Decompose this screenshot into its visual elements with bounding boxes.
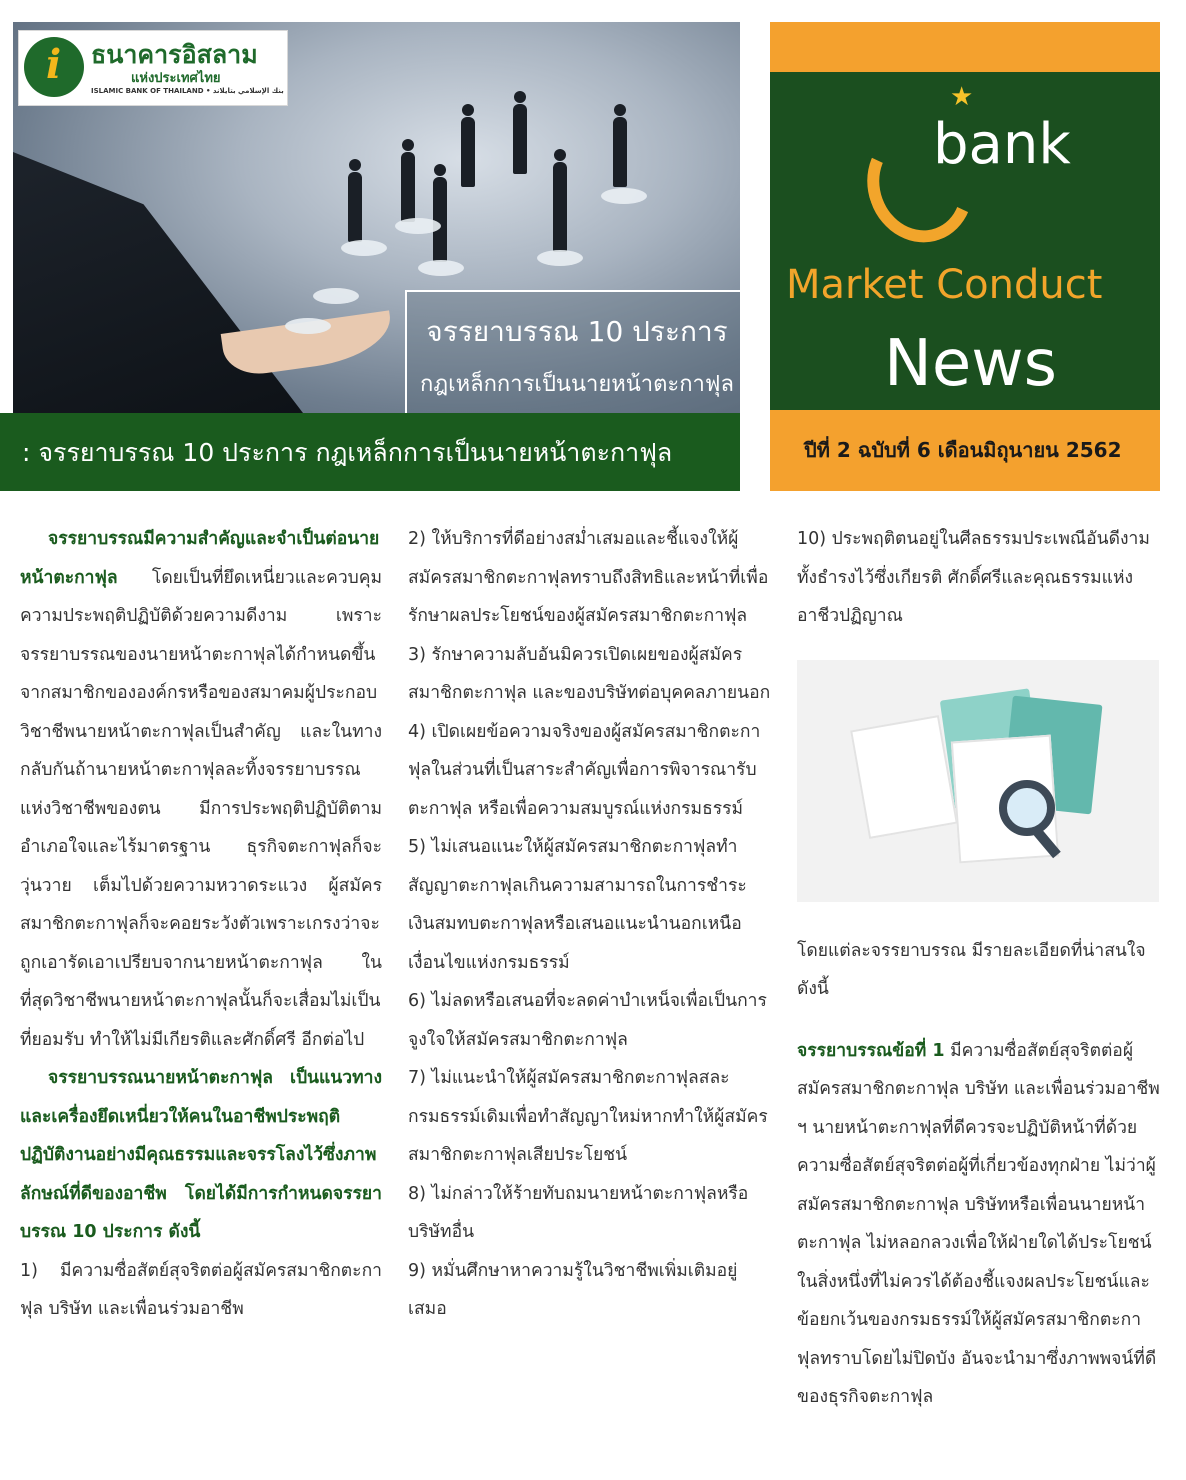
- person-figure: [461, 117, 475, 187]
- documents-magnifier-illustration: [797, 660, 1159, 902]
- intro-lead: จรรยาบรรณมีความสำคัญและจำเป็นต่อนายหน้าตะกาฟุล: [20, 529, 380, 588]
- intro-paragraph: [20, 520, 382, 1059]
- clause-1-heading: จรรยาบรรณข้อที่ 1: [797, 1040, 945, 1061]
- puzzle-piece: [601, 188, 647, 204]
- code-item-2: 2) ให้บริการที่ดีอย่างสม่ำเสมอและชี้แจงให้ผู้สมัครสมาชิกตะกาฟุลทราบถึงสิทธิและหน้าที่เพื่อรักษาผลประโยชน์ของผู้สมัครสมาชิกตะกาฟุล: [408, 529, 769, 626]
- article-title: : จรรยาบรรณ 10 ประการ กฎเหล็กการเป็นนายหน้าตะกาฟุล: [22, 438, 673, 467]
- code-item-9: 9) หมั่นศึกษาหาความรู้ในวิชาชีพเพิ่มเติมอยู่เสมอ: [408, 1260, 738, 1319]
- person-figure: [401, 152, 415, 222]
- puzzle-piece: [341, 240, 387, 256]
- person-figure: [348, 172, 362, 242]
- article-column-1: [20, 520, 382, 1329]
- code-item-1: 1) มีความซื่อสัตย์สุจริตต่อผู้สมัครสมาชิกตะกาฟุล บริษัท และเพื่อนร่วมอาชีพ: [20, 1260, 382, 1319]
- islamic-bank-logo-icon: [24, 37, 84, 97]
- hero-caption-line2: กฎเหล็กการเป็นนายหน้าตะกาฟุล: [420, 372, 734, 397]
- code-item-3: 3) รักษาความลับอันมิควรเปิดเผยของผู้สมัครสมาชิกตะกาฟุล และของบริษัทต่อบุคคลภายนอก: [408, 644, 771, 703]
- hero-caption-box: [405, 290, 740, 413]
- code-item-6: 6) ไม่ลดหรือเสนอที่จะลดค่าบำเหน็จเพื่อเป็นการจูงใจให้สมัครสมาชิกตะกาฟุล: [408, 991, 767, 1050]
- article-column-2: [408, 520, 773, 1329]
- clipboard-icon: [850, 715, 958, 839]
- logo-name-en: ISLAMIC BANK OF THAILAND • بنك الإسلامي بتايلاند: [91, 87, 284, 95]
- person-figure: [613, 117, 627, 187]
- puzzle-piece: [313, 288, 359, 304]
- issue-info: ปีที่ 2 ฉบับที่ 6 เดือนมิถุนายน 2562: [804, 438, 1122, 462]
- hero-caption-line1: จรรยาบรรณ 10 ประการ: [426, 315, 728, 348]
- person-figure: [553, 162, 567, 252]
- logo-sub-th: แห่งประเทศไทย: [131, 71, 221, 86]
- puzzle-piece: [537, 250, 583, 266]
- masthead-top-band: [770, 22, 1160, 72]
- masthead-title1: Market Conduct: [786, 262, 1103, 308]
- article-column-3: [797, 520, 1162, 1417]
- code-item-10: 10) ประพฤติตนอยู่ในศีลธรรมประเพณีอันดีงาม ทั้งธำรงไว้ซึ่งเกียรติ ศักดิ์ศรีและคุณธรรมแห่งอาชีวปฏิญาณ: [797, 529, 1150, 626]
- puzzle-piece: [418, 260, 464, 276]
- code-item-4: 4) เปิดเผยข้อความจริงของผู้สมัครสมาชิกตะกาฟุลในส่วนที่เป็นสาระสำคัญเพื่อการพิจารณารับตะกาฟุล หรือเพื่อความสมบูรณ์แห่งกรมธรรม์: [408, 721, 761, 819]
- code-intro-paragraph: จรรยาบรรณนายหน้าตะกาฟุล เป็นแนวทางและเครื่องยึดเหนี่ยวให้คนในอาชีพประพฤติปฏิบัติงานอย่างมีคุณธรรมและจรรโลงไว้ซึ่งภาพลักษณ์ที่ดีของอาชีพ โดยได้มีการกำหนดจรรยาบรรณ 10 ประการ ดังนี้: [20, 1068, 382, 1242]
- masthead-title2: News: [884, 327, 1057, 401]
- brand-word: bank: [933, 112, 1071, 177]
- masthead: [770, 22, 1160, 491]
- businessman-suit: [13, 152, 303, 413]
- person-figure: [433, 177, 447, 262]
- code-item-8: 8) ไม่กล่าวให้ร้ายทับถมนายหน้าตะกาฟุลหรือบริษัทอื่น: [408, 1183, 749, 1242]
- star-icon: ★: [950, 82, 974, 112]
- person-figure: [513, 104, 527, 174]
- intro-body: โดยเป็นที่ยึดเหนี่ยวและควบคุมความประพฤติปฏิบัติด้วยความดีงาม เพราะจรรยาบรรณของนายหน้าตะกาฟุลได้กำหนดขึ้นจากสมาชิกขององค์กรหรือของสมาคมผู้ประกอบวิชาชีพนายหน้าตะกาฟุลเป็นสำคัญ และในทางกลับกันถ้านายหน้าตะกาฟุลละทิ้งจรรยาบรรณแห่งวิชาชีพของตน มีการประพฤติปฏิบัติตามอำเภอใจและไร้มาตรฐาน ธุรกิจตะกาฟุลก็จะวุ่นวาย เต็มไปด้วยความหวาดระแวง ผู้สมัครสมาชิกตะกาฟุลก็จะคอยระวังตัวเพราะเกรงว่าจะถูกเอารัดเอาเปรียบจากนายหน้าตะกาฟุล ในที่สุดวิชาชีพนายหน้าตะกาฟุลนั้นก็จะเสื่อมไม่เป็นที่ยอมรับ ทำให้ไม่มีเกียรติและศักดิ์ศรี อีกต่อไป: [20, 567, 382, 1050]
- bank-logo: [18, 30, 288, 106]
- detail-intro: โดยแต่ละจรรยาบรรณ มีรายละเอียดที่น่าสนใจดังนี้: [797, 940, 1146, 999]
- puzzle-piece: [285, 318, 331, 334]
- magnifier-icon: [999, 780, 1055, 836]
- title-bar: [0, 413, 740, 491]
- logo-name-th: ธนาคารอิสลาม: [91, 40, 258, 69]
- clause-1-body: มีความซื่อสัตย์สุจริตต่อผู้สมัครสมาชิกตะกาฟุล บริษัท และเพื่อนร่วมอาชีพ ฯ นายหน้าตะกาฟุลที่ดีควรจะปฏิบัติหน้าที่ด้วยความซื่อสัตย์สุจริตต่อผู้ที่เกี่ยวข้องทุกฝ่าย ไม่ว่าผู้สมัครสมาชิกตะกาฟุล บริษัทหรือเพื่อนนายหน้าตะกาฟุล ไม่หลอกลวงเพื่อให้ฝ่ายใดได้ประโยชน์ในสิ่งหนึ่งที่ไม่ควรได้ต้องชี้แจงผลประโยชน์และข้อยกเว้นของกรมธรรม์ให้ผู้สมัครสมาชิกตะกาฟุลทราบโดยไม่ปิดบัง อันจะนำมาซึ่งภาพพจน์ที่ดีของธุรกิจตะกาฟุล: [797, 1040, 1160, 1407]
- code-item-5: 5) ไม่เสนอแนะให้ผู้สมัครสมาชิกตะกาฟุลทำสัญญาตะกาฟุลเกินความสามารถในการชำระเงินสมทบตะกาฟุลหรือเสนอแนะนำนอกเหนือเงื่อนไขแห่งกรมธรรม์: [408, 837, 747, 973]
- clause-1: [797, 1032, 1162, 1417]
- code-item-7: 7) ไม่แนะนำให้ผู้สมัครสมาชิกตะกาฟุลสละกรมธรรม์เดิมเพื่อทำสัญญาใหม่หากทำให้ผู้สมัครสมาชิกตะกาฟุลเสียประโยชน์: [408, 1068, 768, 1165]
- masthead-issue-band: [770, 410, 1160, 491]
- puzzle-piece: [395, 218, 441, 234]
